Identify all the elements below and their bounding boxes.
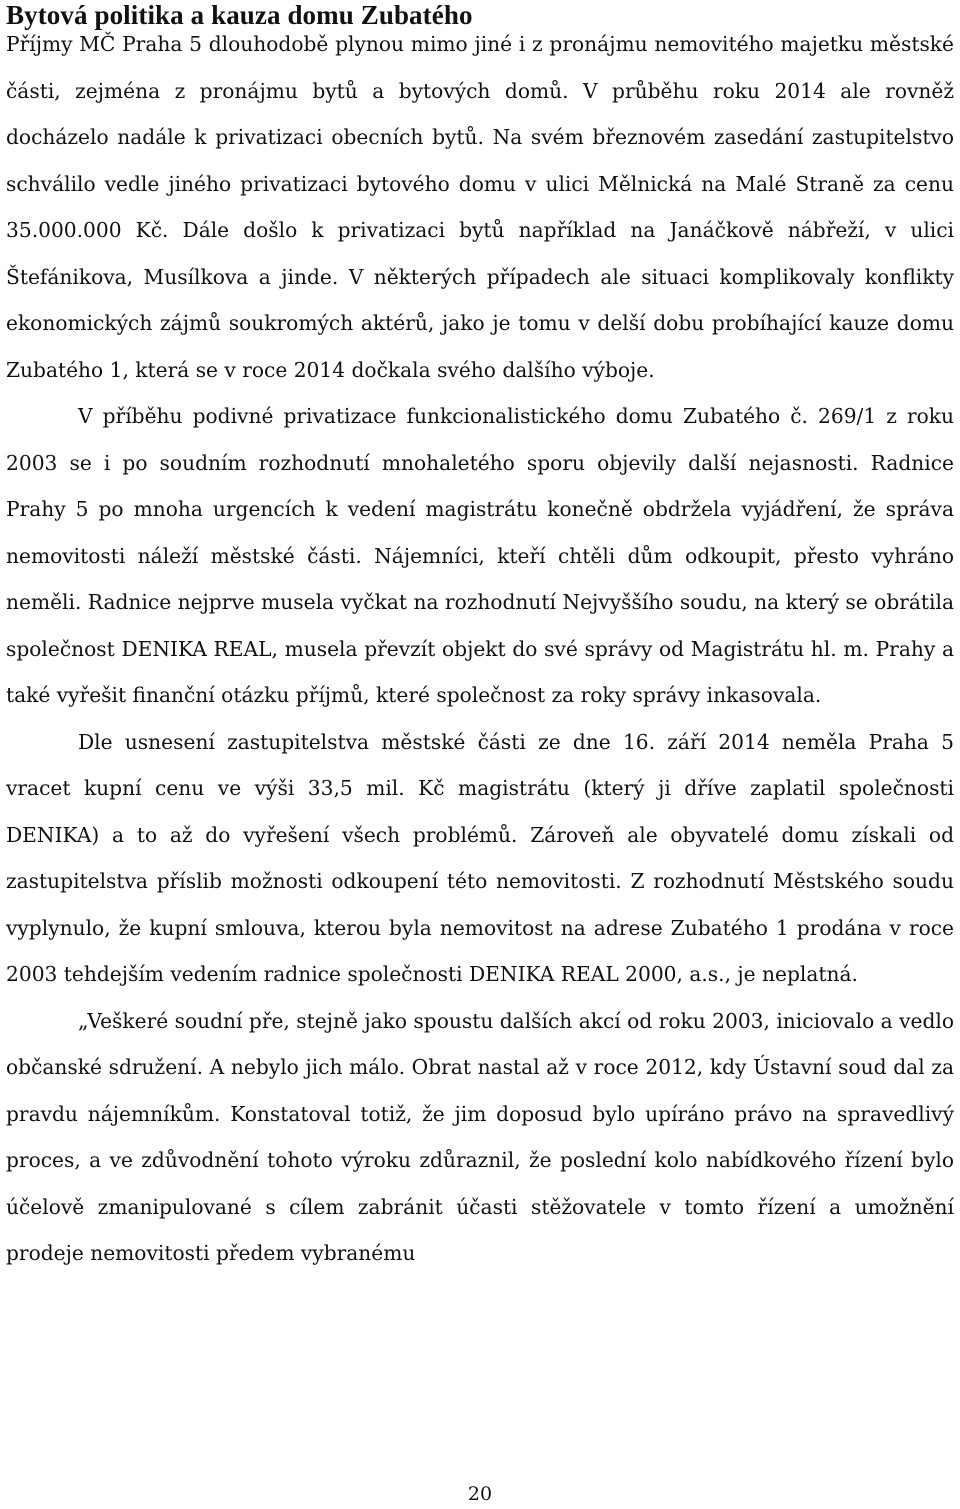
- body-text: [6, 21, 954, 1277]
- page-number: 20: [467, 1483, 493, 1505]
- paragraph-council-resolution: Dle usnesení zastupitelstva městské části ze dne 16. září 2014 neměla Praha 5 vracet kupní cenu ve výši 33,5 mil. Kč magistrátu (který ji dříve zaplatil společnosti DENIKA) a to až do vyřešení všech problémů. Zároveň ale obyvatelé domu získali od zastupitelstva příslib možnosti odkoupení této nemovitosti. Z rozhodnutí Městského soudu vyplynulo, že kupní smlouva, kterou byla nemovitost na adrese Zubatého 1 prodána v roce 2003 tehdejším vedením radnice společnosti DENIKA REAL 2000, a.s., je neplatná.: [6, 729, 954, 986]
- paragraph-quote: „Veškeré soudní pře, stejně jako spoustu dalších akcí od roku 2003, iniciovalo a vedlo občanské sdružení. A nebylo jich málo. Obrat nastal až v roce 2012, kdy Ústavní soud dal za pravdu nájemníkům. Konstatoval totiž, že jim doposud bylo upíráno právo na spravedlivý proces, a ve zdůvodnění tohoto výroku zdůraznil, že poslední kolo nabídkového řízení bylo účelově zmanipulované s cílem zabránit účasti stěžovatele v tomto řízení a umožnění prodeje nemovitosti předem vybranému: [6, 1008, 954, 1265]
- section-heading: Bytová politika a kauza domu Zubatého: [6, 0, 473, 30]
- paragraph-intro: Příjmy MČ Praha 5 dlouhodobě plynou mimo jiné i z pronájmu nemovitého majetku městské části, zejména z pronájmu bytů a bytových domů. V průběhu roku 2014 ale rovněž docházelo nadále k privatizaci obecních bytů. Na svém březnovém zasedání zastupitelstvo schválilo vedle jiného privatizaci bytového domu v ulici Mělnická na Malé Straně za cenu 35.000.000 Kč. Dále došlo k privatizaci bytů například na Janáčkově nábřeží, v ulici Štefánikova, Musílkova a jinde. V některých případech ale situaci komplikovaly konflikty ekonomických zájmů soukromých aktérů, jako je tomu v delší dobu probíhající kauze domu Zubatého 1, která se v roce 2014 dočkala svého dalšího výboje.: [6, 32, 954, 382]
- paragraph-zubateho-story: V příběhu podivné privatizace funkcionalistického domu Zubatého č. 269/1 z roku 2003 se i po soudním rozhodnutí mnohaletého sporu objevily další nejasnosti. Radnice Prahy 5 po mnoha urgencích k vedení magistrátu konečně obdržela vyjádření, že správa nemovitosti náleží městské části. Nájemníci, kteří chtěli dům odkoupit, přesto vyhráno neměli. Radnice nejprve musela vyčkat na rozhodnutí Nejvyššího soudu, na který se obrátila společnost DENIKA REAL, musela převzít objekt do své správy od Magistrátu hl. m. Prahy a také vyřešit finanční otázku příjmů, které společnost za roky správy inkasovala.: [6, 404, 954, 707]
